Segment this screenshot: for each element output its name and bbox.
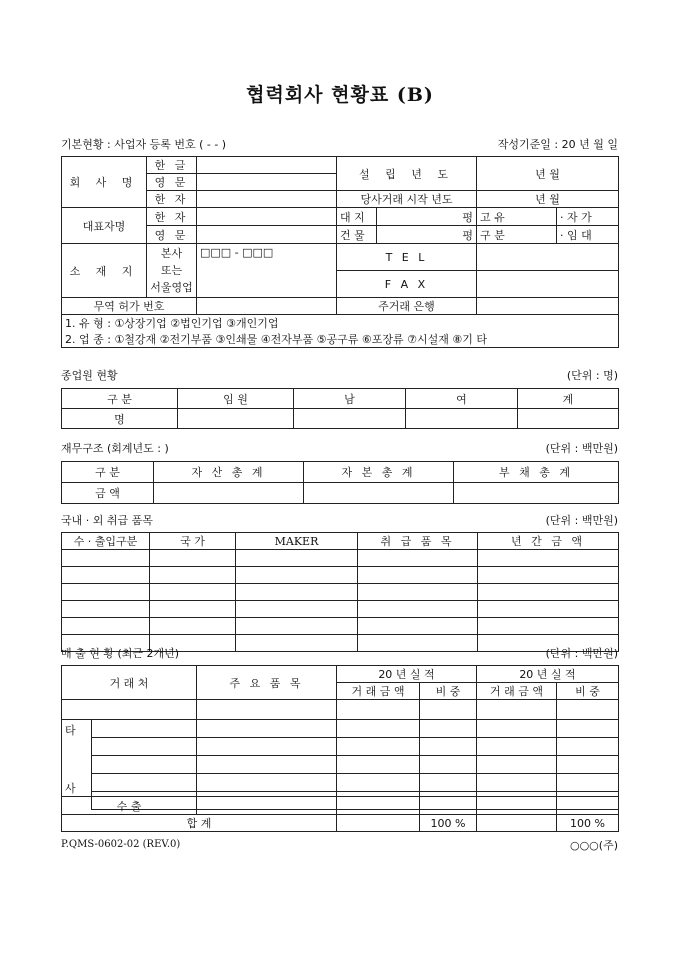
sales-client-header: 거 래 처 <box>62 666 197 700</box>
company-name-label: 회 사 명 <box>62 157 147 208</box>
footer-company: ○○○(주) <box>569 839 618 852</box>
emp-exec-value[interactable] <box>178 409 294 429</box>
main-bank-label: 주거래 은행 <box>337 298 477 315</box>
items-header-product: 취 급 품 목 <box>358 533 478 550</box>
cell[interactable] <box>236 618 358 635</box>
hanja-value[interactable] <box>197 191 337 208</box>
cell[interactable] <box>477 774 557 792</box>
cell[interactable] <box>478 618 619 635</box>
cell[interactable] <box>92 756 197 774</box>
cell[interactable] <box>477 738 557 756</box>
items-header-amount: 년 간 금 액 <box>478 533 619 550</box>
cell[interactable] <box>420 720 477 738</box>
main-bank-value[interactable] <box>477 298 619 315</box>
english-value[interactable] <box>197 174 337 191</box>
written-date: 작성기준일 : 20 년 월 일 <box>497 138 618 151</box>
cell[interactable] <box>420 774 477 792</box>
fin-header-equity: 자 본 총 계 <box>304 462 454 483</box>
english-label: 영 문 <box>147 174 197 191</box>
cell[interactable] <box>557 797 619 815</box>
sales-heading: 매 출 현 황 (최근 2개년) <box>61 647 180 660</box>
cell[interactable] <box>236 601 358 618</box>
basic-heading-line <box>61 136 618 152</box>
cell[interactable] <box>358 567 478 584</box>
hanja-label: 한 자 <box>147 191 197 208</box>
fin-equity-value[interactable] <box>304 483 454 504</box>
other-label-2: 사 <box>65 782 76 795</box>
hq-line-2: 또는 <box>160 264 183 277</box>
emp-male-value[interactable] <box>294 409 406 429</box>
rep-hanja-label: 한 자 <box>147 208 197 226</box>
founded-label: 설 립 년 도 <box>337 157 477 191</box>
postal-code[interactable]: □□□ - □□□ <box>197 244 337 298</box>
cell[interactable] <box>150 584 236 601</box>
cell[interactable] <box>477 700 557 720</box>
cell[interactable] <box>358 550 478 567</box>
tel-label: T E L <box>337 244 477 271</box>
trade-permit-value[interactable] <box>197 298 337 315</box>
trade-start-label: 당사거래 시작 년도 <box>337 191 477 208</box>
basic-info-table <box>61 156 619 348</box>
fin-debt-value[interactable] <box>454 483 619 504</box>
own-self: · 자 가 <box>557 208 619 226</box>
fax-label: F A X <box>337 271 477 298</box>
cell[interactable] <box>337 774 420 792</box>
land-pyeong: 평 <box>377 208 477 226</box>
cell[interactable] <box>557 720 619 738</box>
employees-heading-line <box>61 367 618 383</box>
cell[interactable] <box>337 700 420 720</box>
cell[interactable] <box>62 584 150 601</box>
founded-value: 년 월 <box>477 157 619 191</box>
cell[interactable] <box>197 756 337 774</box>
export-label: 수 출 <box>62 797 197 815</box>
fin-assets-value[interactable] <box>154 483 304 504</box>
cell[interactable] <box>557 774 619 792</box>
table-row <box>62 618 619 635</box>
finance-table <box>61 461 619 504</box>
hq-line-3: 서울영업 <box>150 281 193 294</box>
cell[interactable] <box>92 720 197 738</box>
hq-label <box>147 244 197 298</box>
sales-footer-table <box>61 796 619 832</box>
cell[interactable] <box>236 567 358 584</box>
rep-name-label: 대표자명 <box>62 208 147 244</box>
finance-heading: 재무구조 (회계년도 : ) <box>61 442 169 455</box>
sales-year2-header: 20 년 실 적 <box>477 666 619 683</box>
cell[interactable] <box>478 584 619 601</box>
cell[interactable] <box>62 567 150 584</box>
trade-start-value: 년 월 <box>477 191 619 208</box>
table-row <box>62 720 619 738</box>
items-header-country: 국 가 <box>150 533 236 550</box>
items-header-type: 수 · 출입구분 <box>62 533 150 550</box>
company-type-row: 1. 유 형 : ①상장기업 ②법인기업 ③개인기업 <box>62 315 619 332</box>
finance-heading-line <box>61 440 618 456</box>
cell[interactable] <box>197 774 337 792</box>
cell[interactable] <box>478 601 619 618</box>
cell[interactable] <box>62 601 150 618</box>
table-row <box>62 756 619 774</box>
cell[interactable] <box>92 774 197 792</box>
cell[interactable] <box>150 601 236 618</box>
cell[interactable] <box>337 720 420 738</box>
table-row <box>62 700 619 720</box>
rep-english-label: 영 문 <box>147 226 197 244</box>
own-label-2: 구 분 <box>477 226 557 244</box>
cell[interactable] <box>420 797 477 815</box>
items-table <box>61 532 619 652</box>
cell[interactable] <box>236 550 358 567</box>
cell[interactable] <box>420 700 477 720</box>
items-unit: (단위 : 백만원) <box>545 514 618 527</box>
cell[interactable] <box>197 738 337 756</box>
basic-heading: 기본현황 : 사업자 등록 번호 ( - - ) <box>61 138 227 151</box>
cell[interactable] <box>197 797 337 815</box>
sales-year1-header: 20 년 실 적 <box>337 666 477 683</box>
sales-items-header: 주 요 품 목 <box>197 666 337 700</box>
cell[interactable] <box>477 720 557 738</box>
building-label: 건 물 <box>337 226 377 244</box>
table-row <box>62 601 619 618</box>
cell[interactable] <box>62 700 197 720</box>
employees-unit: (단위 : 명) <box>566 369 618 382</box>
cell[interactable] <box>337 797 420 815</box>
cell[interactable] <box>557 700 619 720</box>
cell[interactable] <box>477 797 557 815</box>
sales-y2-amount-header: 거 래 금 액 <box>477 683 557 700</box>
cell[interactable] <box>477 756 557 774</box>
cell[interactable] <box>420 756 477 774</box>
fin-row-label: 금 액 <box>62 483 154 504</box>
cell[interactable] <box>337 756 420 774</box>
fin-header-category: 구 분 <box>62 462 154 483</box>
rep-hanja-value[interactable] <box>197 208 337 226</box>
cell[interactable] <box>150 618 236 635</box>
cell[interactable] <box>62 550 150 567</box>
cell[interactable] <box>197 700 337 720</box>
hangul-value[interactable] <box>197 157 337 174</box>
total-y2-amount[interactable] <box>477 815 557 832</box>
hangul-label: 한 글 <box>147 157 197 174</box>
hq-line-1: 본사 <box>160 247 183 260</box>
items-header-maker: MAKER <box>236 533 358 550</box>
fin-header-assets: 자 산 총 계 <box>154 462 304 483</box>
trade-permit-label: 무역 허가 번호 <box>62 298 197 315</box>
emp-female-value[interactable] <box>406 409 518 429</box>
items-heading-line <box>61 512 618 528</box>
cell[interactable] <box>236 584 358 601</box>
table-row <box>62 584 619 601</box>
cell[interactable] <box>62 618 150 635</box>
cell[interactable] <box>337 738 420 756</box>
emp-header-exec: 임 원 <box>178 389 294 409</box>
sales-heading-line <box>61 645 618 661</box>
form-code: P.QMS-0602-02 (REV.0) <box>61 839 181 850</box>
other-label-1: 타 <box>65 724 76 737</box>
tel-value[interactable] <box>477 244 619 271</box>
finance-unit: (단위 : 백만원) <box>545 442 618 455</box>
sales-y1-ratio-header: 비 중 <box>420 683 477 700</box>
own-rent: · 임 대 <box>557 226 619 244</box>
total-y1-amount[interactable] <box>337 815 420 832</box>
footer-line <box>61 837 618 850</box>
industry-row: 2. 업 종 : ①철강재 ②전기부품 ③인쇄물 ④전자부품 ⑤공구류 ⑥포장류 ⑦시설재 ⑧기 타 <box>62 331 619 348</box>
emp-header-category: 구 분 <box>62 389 178 409</box>
cell[interactable] <box>358 601 478 618</box>
cell[interactable] <box>92 738 197 756</box>
emp-row-label: 명 <box>62 409 178 429</box>
cell[interactable] <box>197 720 337 738</box>
page-title: 협력회사 현황표 (B) <box>246 84 434 106</box>
building-pyeong: 평 <box>377 226 477 244</box>
table-row <box>62 550 619 567</box>
rep-english-value[interactable] <box>197 226 337 244</box>
sales-unit: (단위 : 백만원) <box>545 647 618 660</box>
cell[interactable] <box>478 567 619 584</box>
table-row <box>62 774 619 792</box>
cell[interactable] <box>557 738 619 756</box>
fin-header-debt: 부 채 총 계 <box>454 462 619 483</box>
table-row <box>62 567 619 584</box>
sales-table <box>61 665 619 810</box>
table-row <box>62 738 619 756</box>
cell[interactable] <box>358 584 478 601</box>
cell[interactable] <box>478 550 619 567</box>
own-label-1: 고 유 <box>477 208 557 226</box>
cell[interactable] <box>420 738 477 756</box>
sales-y1-amount-header: 거 래 금 액 <box>337 683 420 700</box>
total-y2-ratio: 100 % <box>557 815 619 832</box>
items-heading: 국내 · 외 취급 품목 <box>61 514 153 527</box>
emp-header-total: 계 <box>518 389 619 409</box>
cell[interactable] <box>150 550 236 567</box>
cell[interactable] <box>150 567 236 584</box>
fax-value[interactable] <box>477 271 619 298</box>
land-label: 대 지 <box>337 208 377 226</box>
employees-table <box>61 388 619 429</box>
emp-header-male: 남 <box>294 389 406 409</box>
location-label: 소 재 지 <box>62 244 147 298</box>
total-label: 합 계 <box>62 815 337 832</box>
emp-header-female: 여 <box>406 389 518 409</box>
emp-total-value[interactable] <box>518 409 619 429</box>
cell[interactable] <box>358 618 478 635</box>
sales-y2-ratio-header: 비 중 <box>557 683 619 700</box>
employees-heading: 종업원 현황 <box>61 369 118 382</box>
cell[interactable] <box>557 756 619 774</box>
total-y1-ratio: 100 % <box>420 815 477 832</box>
